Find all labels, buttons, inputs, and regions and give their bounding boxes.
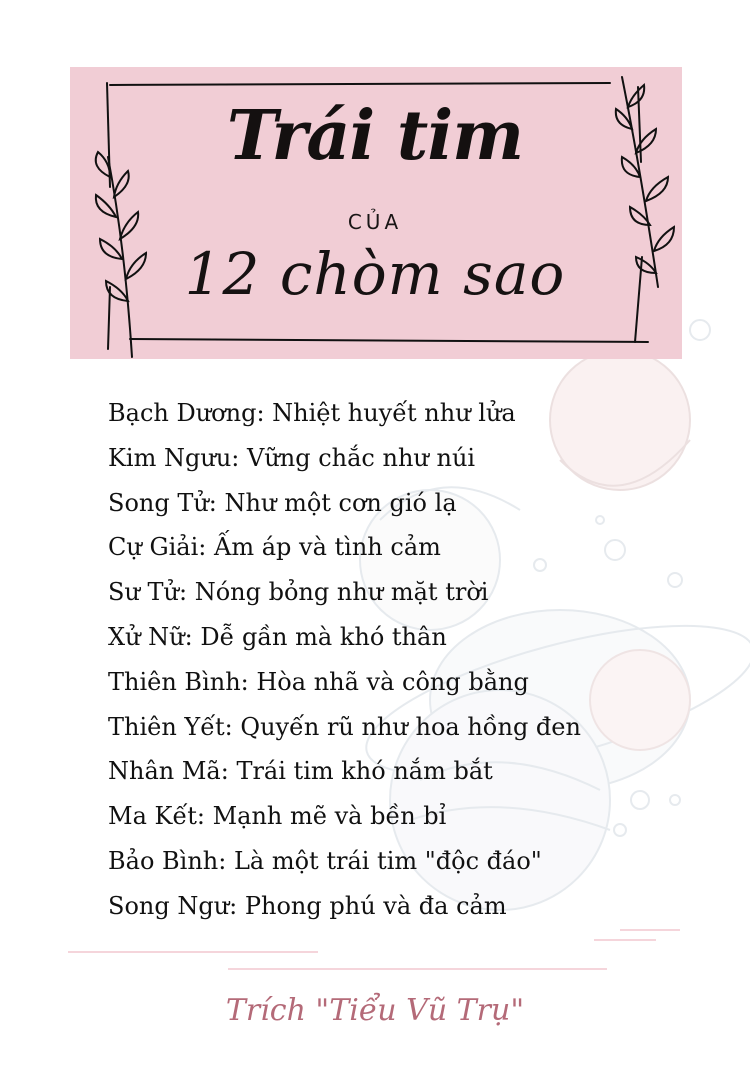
title: Trái tim <box>226 96 524 176</box>
list-item: Thiên Bình: Hòa nhã và công bằng <box>108 667 529 696</box>
list-item: Nhân Mã: Trái tim khó nắm bắt <box>108 757 493 786</box>
list-item: Xử Nữ: Dễ gần mà khó thân <box>108 622 447 651</box>
list-item: Sư Tử: Nóng bỏng như mặt trời <box>108 578 489 607</box>
list-item: Cự Giải: Ấm áp và tình cảm <box>108 533 441 562</box>
footer-credit: Trích "Tiểu Vũ Trụ" <box>225 993 525 1028</box>
list-item: Bạch Dương: Nhiệt huyết như lửa <box>108 399 516 427</box>
list-item: Song Tử: Như một cơn gió lạ <box>108 488 457 517</box>
subtitle-script: 12 chòm sao <box>184 240 566 308</box>
subtitle-small: CỦA <box>347 210 403 234</box>
list-item: Bảo Bình: Là một trái tim "độc đáo" <box>108 846 542 875</box>
list-item: Song Ngư: Phong phú và đa cảm <box>108 891 507 920</box>
list-item: Kim Ngưu: Vững chắc như núi <box>108 443 476 472</box>
zodiac-list <box>108 393 581 931</box>
list-item: Thiên Yết: Quyến rũ như hoa hồng đen <box>108 712 581 741</box>
list-item: Ma Kết: Mạnh mẽ và bền bỉ <box>108 802 447 831</box>
